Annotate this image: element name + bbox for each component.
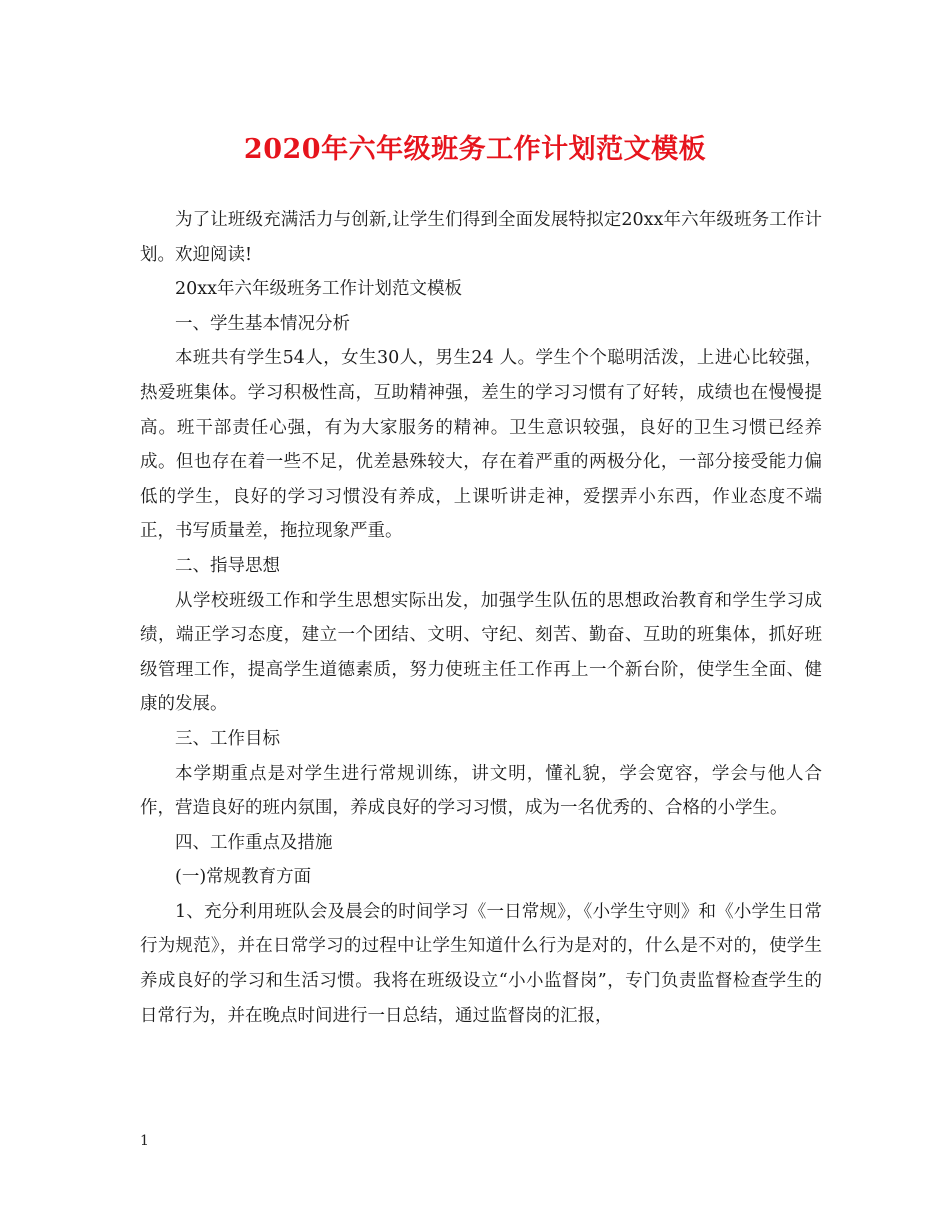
paragraph-work-goals: 本学期重点是对学生进行常规训练，讲文明，懂礼貌，学会宽容，学会与他人合作，营造良好的班内氛围，养成良好的学习习惯，成为一名优秀的、合格的小学生。 <box>140 763 822 819</box>
paragraph-subtitle: 20xx年六年级班务工作计划范文模板 <box>175 279 463 300</box>
page-number: 1 <box>140 1133 149 1149</box>
paragraph-intro: 为了让班级充满活力与创新,让学生们得到全面发展特拟定20xx年六年级班务工作计划。欢迎阅读! <box>140 210 822 265</box>
paragraph-student-analysis: 本班共有学生54人，女生30人，男生24 人。学生个个聪明活泼，上进心比较强，热爱班集体。学习积极性高，互助精神强，差生的学习习惯有了好转，成绩也在慢慢提高。班干部责任心强，有为大家服务的精神。卫生意识较强，良好的卫生习惯已经养成。但也存在着一些不足，优差悬殊较大，存在着严重的两极分化，一部分接受能力偏低的学生，良好的学习习惯没有养成，上课听讲走神，爱摆弄小东西，作业态度不端正，书写质量差，拖拉现象严重。 <box>140 348 822 542</box>
paragraph-guiding-thought: 从学校班级工作和学生思想实际出发，加强学生队伍的思想政治教育和学生学习成绩，端正学习态度，建立一个团结、文明、守纪、刻苦、勤奋、互助的班集体，抓好班级管理工作，提高学生道德素质，努力使班主任工作再上一个新台阶，使学生全面、健康的发展。 <box>140 590 822 715</box>
subsection-heading-1: (一)常规教育方面 <box>175 867 312 888</box>
section-heading-1: 一、学生基本情况分析 <box>175 313 350 334</box>
section-heading-2: 二、指导思想 <box>175 555 280 576</box>
document-title: 2020年六年级班务工作计划范文模板 <box>243 134 707 165</box>
paragraph-routine-education: 1、充分利用班队会及晨会的时间学习《一日常规》，《小学生守则》和《小学生日常行为规范》，并在日常学习的过程中让学生知道什么行为是对的，什么是不对的，使学生养成良好的学习和生活习惯。我将在班级设立“小小监督岗”，专门负责监督检查学生的日常行为，并在晚点时间进行一日总结，通过监督岗的汇报， <box>140 901 822 1026</box>
section-heading-4: 四、工作重点及措施 <box>175 832 333 853</box>
section-heading-3: 三、工作目标 <box>175 728 280 749</box>
document-body <box>140 203 822 1033</box>
